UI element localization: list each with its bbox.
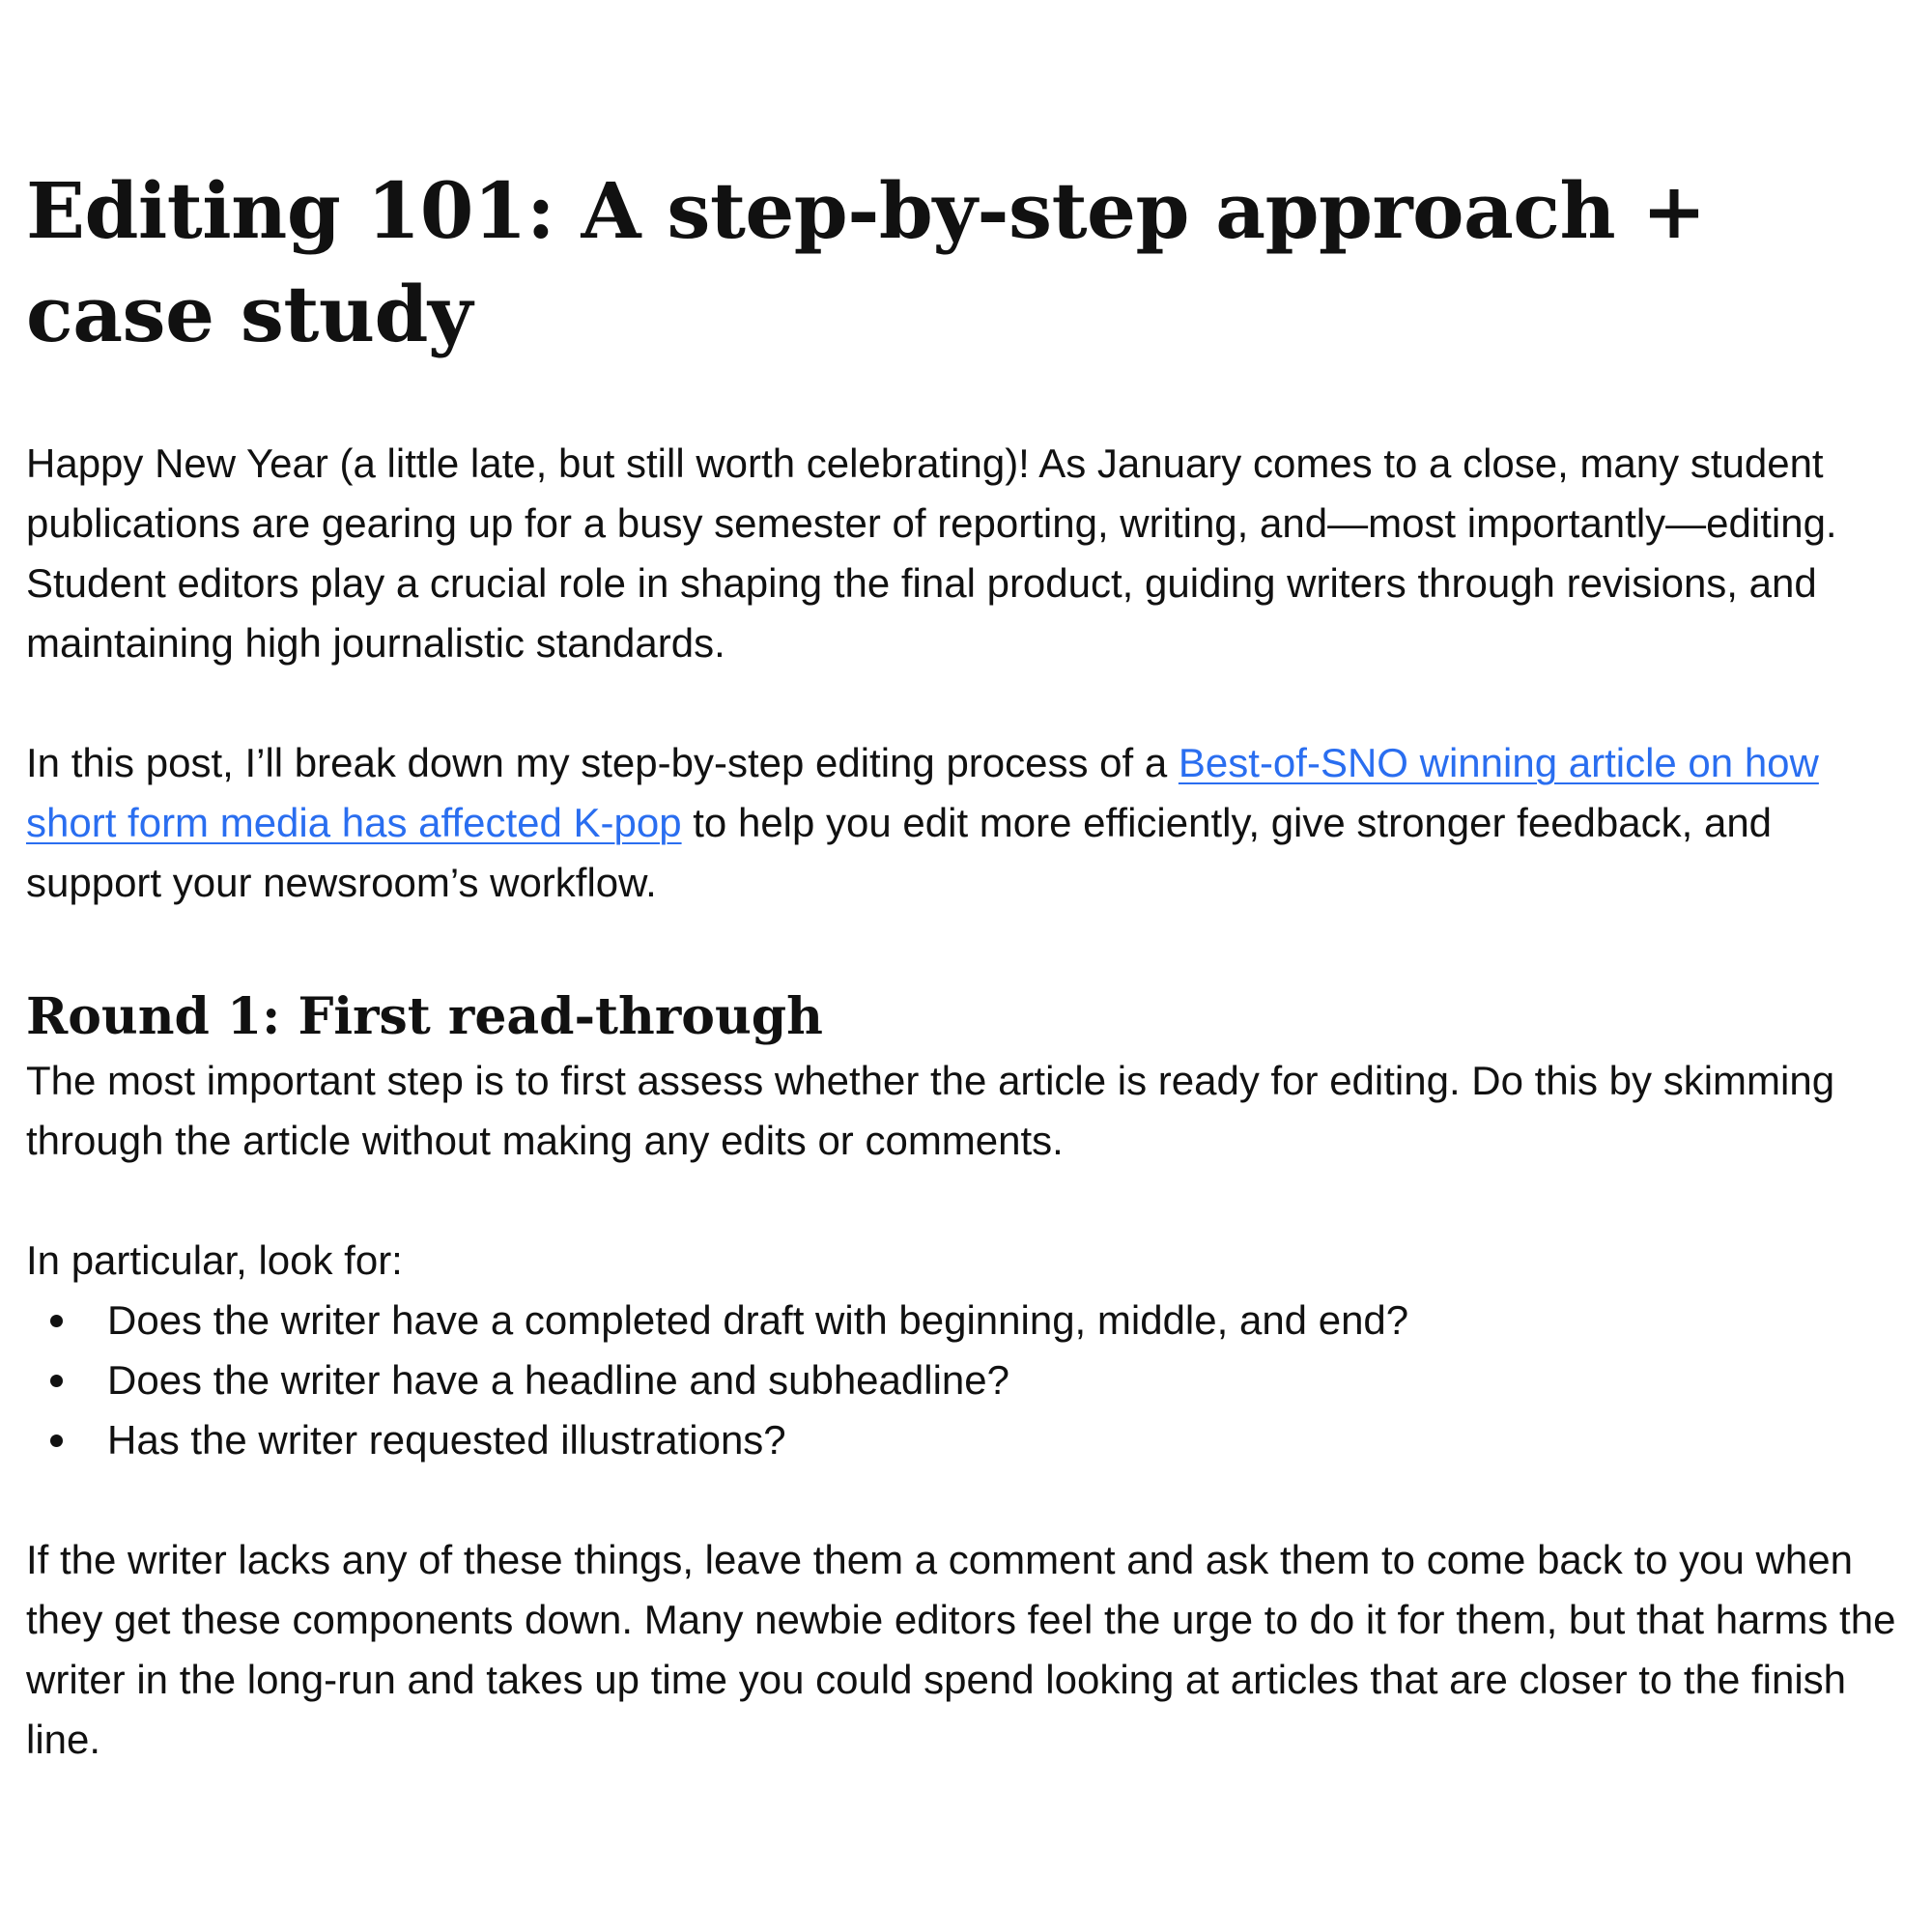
list-item-text: Does the writer have a completed draft with beginning, middle, and end?: [107, 1297, 1409, 1343]
bullet-icon: [50, 1435, 63, 1447]
closing-paragraph: If the writer lacks any of these things, leave them a comment and ask them to come back to you when they get these components down. Many newbie editors feel the urge to do it for them, but that harms the writer in the long-run and takes up time you could spend looking at articles that are closer to the finish line.: [26, 1537, 1896, 1762]
section-heading: Round 1: First read-through: [26, 987, 823, 1046]
post-paragraph-end: to help you edit more efficiently, give stronger feedback, and support your newsroom’s workflow.: [26, 800, 1773, 905]
article-link[interactable]: Best-of-SNO winning article on how short form media has affected K-pop: [26, 740, 1819, 845]
list-item-text: Does the writer have a headline and subheadline?: [107, 1357, 1009, 1403]
spacer: [26, 1470, 1893, 1530]
spacer: [26, 1171, 1893, 1231]
post-paragraph: [26, 733, 1900, 913]
section-paragraph: The most important step is to first assess whether the article is ready for editing. Do this by skimming through the article without making any edits or comments.: [26, 1058, 1835, 1163]
list-item: [26, 1350, 1893, 1410]
intro-paragraph: Happy New Year (a little late, but still worth celebrating)! As January comes to a close, many student publications are gearing up for a busy semester of reporting, writing, and—most importantly—editing. Student editors play a crucial role in shaping the final product, guiding writers through revisions, and maintaining high journalistic standards.: [26, 440, 1837, 666]
checklist-lead-in: In particular, look for:: [26, 1237, 403, 1283]
list-item-text: Has the writer requested illustrations?: [107, 1417, 786, 1463]
list-item: [26, 1291, 1893, 1350]
bullet-icon: [50, 1375, 63, 1387]
post-paragraph-start: In this post, I’ll break down my step-by-step editing process of a: [26, 740, 1179, 785]
spacer: [26, 673, 1893, 733]
article-title: Editing 101: A step-by-step approach + case study: [26, 165, 1707, 359]
bullet-icon: [50, 1315, 63, 1327]
list-item: [26, 1410, 1893, 1470]
checklist: [26, 1291, 1893, 1470]
